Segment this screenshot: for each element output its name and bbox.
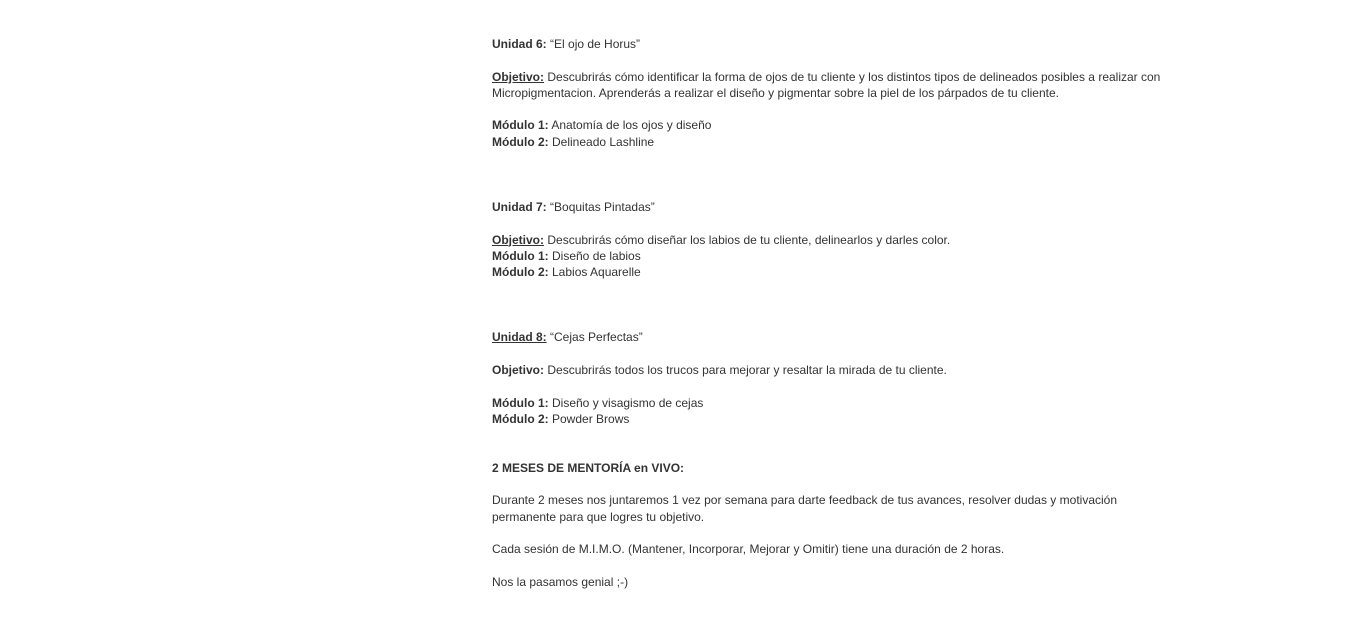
unit-8-label: Unidad 8: bbox=[492, 330, 547, 345]
mentoring-paragraph-2: Cada sesión de M.I.M.O. (Mantener, Incorporar, Mejorar y Omitir) tiene una duración de 2 horas. bbox=[492, 542, 1005, 557]
module-label: Módulo 1: bbox=[492, 248, 549, 263]
unit-8-module-1 bbox=[492, 395, 1172, 411]
unit-7-objective-text: Descubrirás cómo diseñar los labios de tu cliente, delinearlos y darles color. bbox=[547, 232, 951, 247]
mentoring-section bbox=[492, 460, 1172, 590]
module-label: Módulo 2: bbox=[492, 411, 549, 426]
module-text: Anatomía de los ojos y diseño bbox=[551, 118, 712, 133]
unit-7-module-1 bbox=[492, 248, 1172, 264]
module-text: Labios Aquarelle bbox=[552, 265, 641, 280]
module-label: Módulo 1: bbox=[492, 118, 549, 133]
unit-6-section bbox=[492, 36, 1172, 150]
mentoring-paragraph-1: Durante 2 meses nos juntaremos 1 vez por semana para darte feedback de tus avances, resolver dudas y motivación permanente para que logres tu objetivo. bbox=[492, 493, 1118, 524]
module-label: Módulo 2: bbox=[492, 265, 549, 280]
module-label: Módulo 1: bbox=[492, 395, 549, 410]
course-content bbox=[492, 36, 1172, 590]
module-label: Módulo 2: bbox=[492, 134, 549, 149]
unit-7-objective bbox=[492, 232, 1172, 248]
unit-6-module-2 bbox=[492, 134, 1172, 150]
unit-6-objective-text: Descubrirás cómo identificar la forma de ojos de tu cliente y los distintos tipos de delineados posibles a realizar con Micropigmentacion. Aprenderás a realizar el diseño y pigmentar sobre la piel de los párpados de tu cliente. bbox=[492, 69, 1161, 100]
unit-7-heading bbox=[492, 199, 1172, 215]
unit-6-heading bbox=[492, 36, 1172, 52]
unit-8-objective-label: Objetivo: bbox=[492, 362, 545, 377]
unit-7-label: Unidad 7: bbox=[492, 199, 547, 214]
mentoring-heading bbox=[492, 460, 1172, 476]
unit-8-objective-text: Descubrirás todos los trucos para mejorar y resaltar la mirada de tu cliente. bbox=[547, 362, 947, 377]
unit-7-section bbox=[492, 199, 1172, 280]
unit-6-objective-label: Objetivo: bbox=[492, 69, 545, 84]
unit-8-section bbox=[492, 329, 1172, 427]
unit-6-objective bbox=[492, 69, 1172, 102]
unit-6-module-1 bbox=[492, 117, 1172, 133]
unit-7-title: “Boquitas Pintadas” bbox=[550, 199, 655, 214]
module-text: Powder Brows bbox=[552, 411, 630, 426]
mentoring-heading-text: 2 MESES DE MENTORÍA en VIVO: bbox=[492, 460, 685, 475]
mentoring-paragraph-3: Nos la pasamos genial ;-) bbox=[492, 574, 629, 589]
unit-6-title: “El ojo de Horus” bbox=[550, 37, 641, 51]
unit-8-title: “Cejas Perfectas” bbox=[550, 330, 643, 345]
unit-8-heading bbox=[492, 329, 1172, 345]
module-text: Delineado Lashline bbox=[552, 134, 655, 149]
module-text: Diseño de labios bbox=[552, 248, 641, 263]
unit-8-module-2 bbox=[492, 411, 1172, 427]
unit-6-label: Unidad 6: bbox=[492, 37, 547, 51]
module-text: Diseño y visagismo de cejas bbox=[552, 395, 704, 410]
unit-7-module-2 bbox=[492, 264, 1172, 280]
unit-8-objective bbox=[492, 362, 1172, 378]
unit-7-objective-label: Objetivo: bbox=[492, 232, 545, 247]
